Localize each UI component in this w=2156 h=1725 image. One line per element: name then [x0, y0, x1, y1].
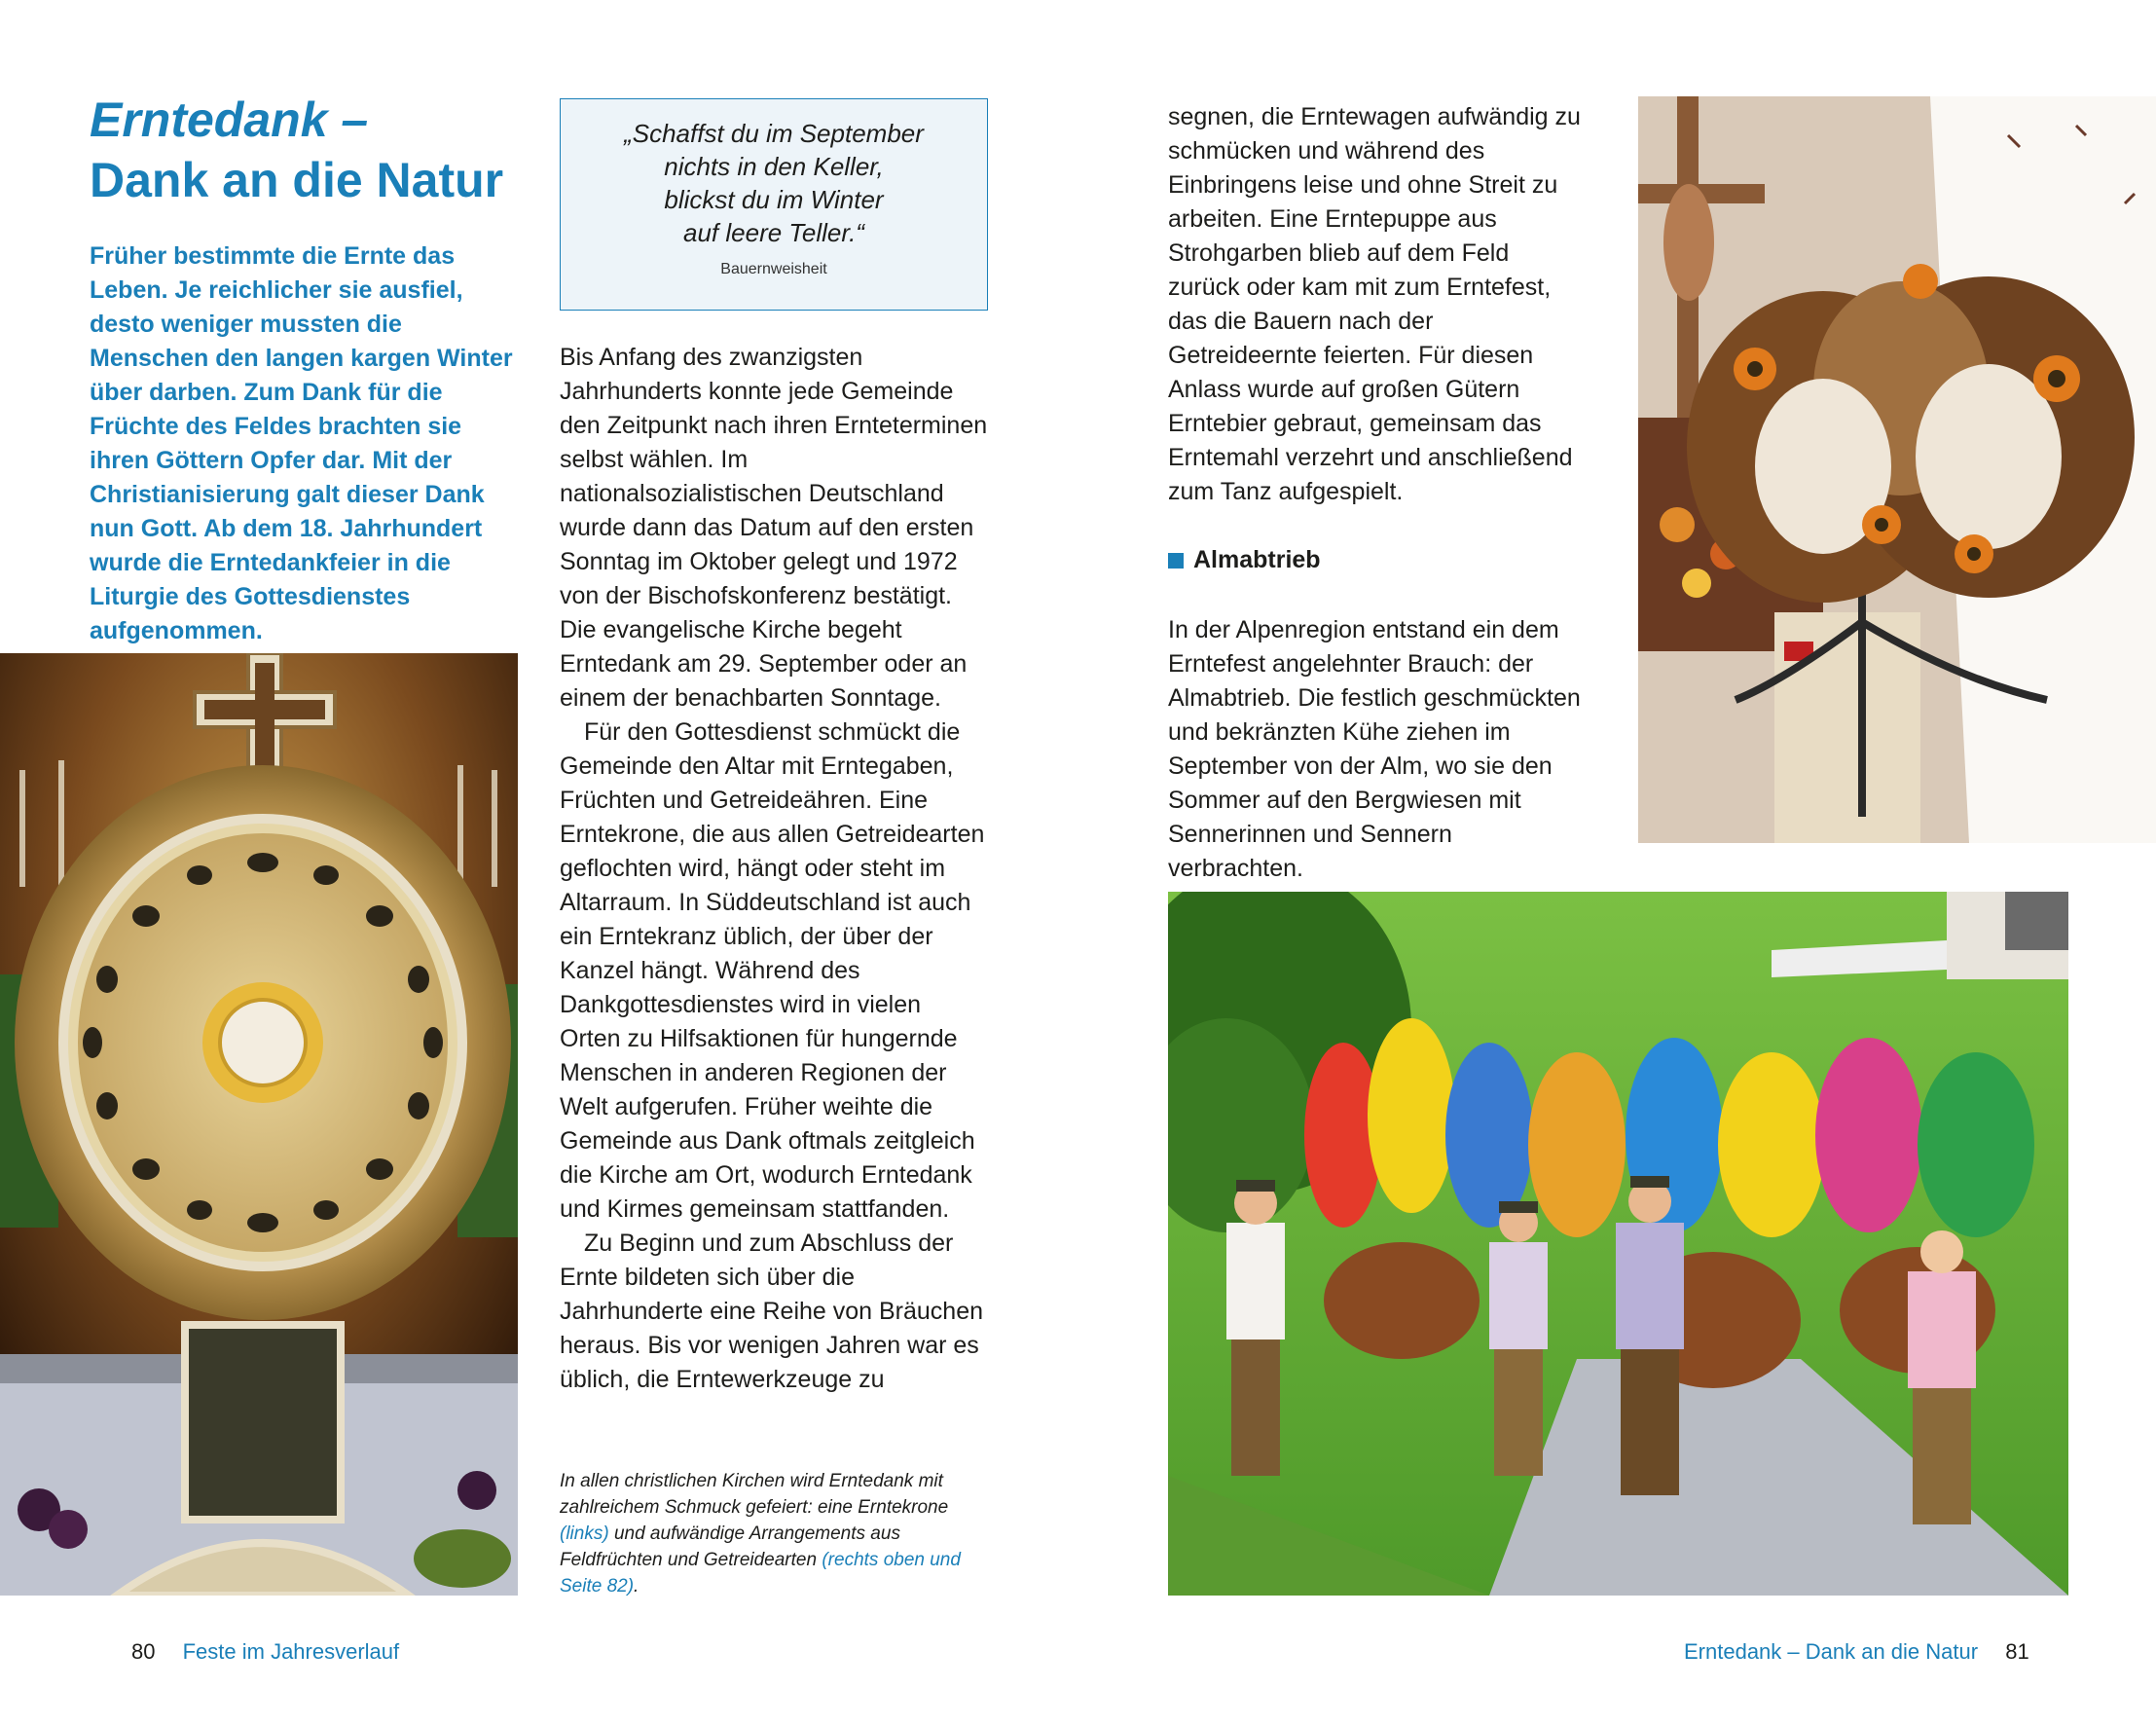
almabtrieb-paragraph [1168, 613, 1587, 886]
page-number: 81 [2005, 1639, 2029, 1664]
running-section-title: Feste im Jahresverlauf [182, 1639, 400, 1664]
page-number: 80 [131, 1639, 156, 1664]
body-paragraph: Für den Gottesdienst schmückt die Gemeinde den Altar mit Erntegaben, Früchten und Getreideähren. Eine Erntekrone, die aus allen Getreidearten geflochten wird, hängt oder steht im Altarraum. In Süddeutschland ist auch ein Erntekranz üblich, der über der Kanzel hängt. Während des Dankgottesdienstes wird in vielen Orten zu Hilfsaktionen für hungernde Menschen in anderen Regionen der Welt aufgerufen. Früher weihte die Gemeinde aus Dank oftmals zeitgleich die Kirche am Ort, wodurch Erntedank und Kirmes gemeinsam stattfanden. [560, 718, 985, 1223]
caption-text: In allen christlichen Kirchen wird Erntedank mit zahlreichem Schmuck gefeiert: eine Erntekrone [560, 1471, 949, 1518]
body-paragraph: In der Alpenregion entstand ein dem Erntefest angelehnter Brauch: der Almabtrieb. Die festlich geschmückten und bekränzten Kühe ziehen im September von der Alm, wo sie den Sommer auf den Bergwiesen mit Sennerinnen und Sennern verbrachten. [1168, 616, 1581, 882]
running-section-title: Erntedank – Dank an die Natur [1684, 1639, 1979, 1664]
caption-ref-right: (rechts oben und Seite 82) [560, 1550, 961, 1597]
caption-text: und aufwändige Arrangements aus Feldfrüchten und Getreidearten [560, 1523, 900, 1570]
footer-right [1684, 1639, 2029, 1665]
square-bullet-icon [1168, 553, 1184, 569]
quote-source: Bauernweisheit [720, 261, 827, 277]
body-column-left [560, 341, 988, 1397]
body-paragraph: Bis Anfang des zwanzigsten Jahrhunderts konnte jede Gemeinde den Zeitpunkt nach ihren Ernteterminen selbst wählen. Im nationalsozialistischen Deutschland wurde dann das Datum auf den ersten Sonntag im Oktober gelegt und 1972 von der Bischofskonferenz bestätigt. Die evangelische Kirche begeht Erntedank am 29. September oder an einem der benachbarten Sonntage. [560, 344, 988, 712]
page-title [90, 90, 547, 210]
intro-paragraph [90, 239, 518, 648]
photo-almabtrieb-procession [1168, 892, 2068, 1596]
title-line-1: Erntedank – [90, 92, 369, 147]
caption-ref-left: (links) [560, 1523, 609, 1544]
subheading-text: Almabtrieb [1193, 546, 1321, 573]
footer-left [131, 1639, 399, 1665]
body-paragraph: Zu Beginn und zum Abschluss der Ernte bildeten sich über die Jahrhunderte eine Reihe von Bräuchen heraus. Bis vor wenigen Jahren war es üblich, die Erntewerkzeuge zu [560, 1230, 984, 1393]
body-column-right [1168, 100, 1587, 509]
subheading-almabtrieb [1168, 546, 1321, 574]
title-line-2: Dank an die Natur [90, 153, 504, 207]
image-caption [560, 1468, 988, 1599]
quote-text: „Schaffst du im September nichts in den Keller, blickst du im Winter auf leere Teller.“ [624, 119, 924, 247]
photo-harvest-crown-monstrance [0, 653, 518, 1596]
caption-text: . [634, 1576, 639, 1597]
photo-harvest-crown-altar [1638, 96, 2156, 843]
quote-box [560, 98, 988, 311]
body-paragraph: segnen, die Erntewagen aufwändig zu schmücken und während des Einbringens leise und ohne Streit zu arbeiten. Eine Erntepuppe aus Strohgarben blieb auf dem Feld zurück oder kam mit zum Erntefest, das die Bauern nach der Getreideernte feierten. Für diesen Anlass wurde auf großen Gütern Erntebier gebraut, gemeinsam das Erntemahl verzehrt und anschließend zum Tanz aufgespielt. [1168, 103, 1581, 505]
intro-text: Früher bestimmte die Ernte das Leben. Je reichlicher sie ausfiel, desto weniger mussten die Menschen den langen kargen Winter über darben. Zum Dank für die Früchte des Feldes brachten sie ihren Göttern Opfer dar. Mit der Christianisierung galt dieser Dank nun Gott. Ab dem 18. Jahrhundert wurde die Erntedankfeier in die Liturgie des Gottesdienstes aufgenommen. [90, 242, 513, 644]
